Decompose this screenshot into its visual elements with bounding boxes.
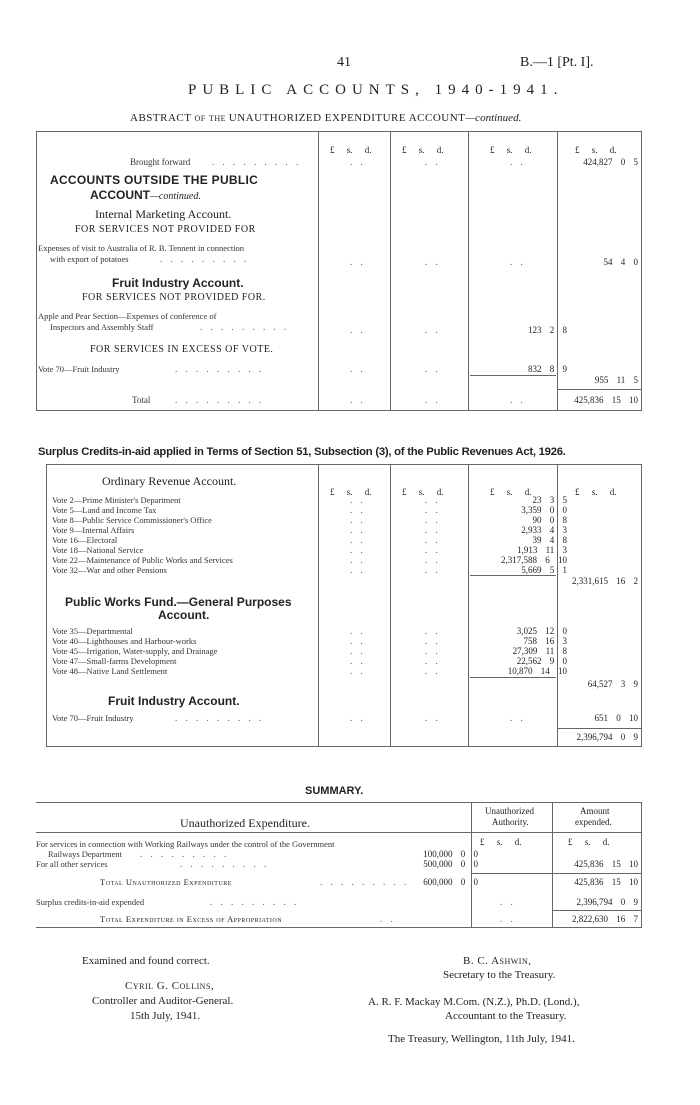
outside-accounts-title2-suffix: —continued. (150, 191, 201, 202)
summary-bottom-rule (36, 927, 642, 928)
abstract-col2-header: £ s. d. (402, 145, 444, 155)
fruit-industry-subtotal: 955 11 5 (594, 375, 638, 385)
abstract-total-dots: . . . . . . . . . (175, 395, 265, 405)
public-works-item-value: 3,025 12 0 (516, 626, 567, 636)
public-works-underline (470, 677, 556, 678)
ordinary-revenue-total: 2,331,615 16 2 (572, 576, 638, 586)
ordinary-revenue-dots: . . (425, 535, 441, 545)
surplus-left-rule (46, 464, 47, 746)
public-works-dots: . . (350, 656, 366, 666)
ordinary-revenue-item-value: 5,669 5 1 (521, 565, 567, 575)
brought-forward-col2-dots: . . (425, 157, 441, 167)
surplus-col1-header: £ s. d. (330, 487, 372, 497)
ordinary-revenue-item-label: Vote 16—Electoral (52, 535, 118, 545)
public-works-item-label: Vote 45—Irrigation, Water-supply, and Drainage (52, 646, 218, 656)
summary-row2-dots: . . . . . . . . . (180, 859, 270, 869)
fruit-industry-item-line2: Inspectors and Assembly Staff (50, 322, 154, 332)
internal-marketing-total: 54 4 0 (603, 257, 638, 267)
page-title: PUBLIC ACCOUNTS, 1940-1941. (188, 82, 564, 98)
fruit-industry-vote-col1-dots: . . (350, 364, 366, 374)
ordinary-revenue-item-value: 39 4 8 (532, 535, 567, 545)
ordinary-revenue-item-value: 1,913 11 3 (517, 545, 567, 555)
public-works-item-label: Vote 35—Departmental (52, 626, 133, 636)
surplus-fruit-industry-col3-dots: . . (510, 713, 526, 723)
ordinary-revenue-item-value: 23 3 5 (532, 495, 567, 505)
public-works-dots: . . (350, 666, 366, 676)
brought-forward-label: Brought forward (130, 157, 191, 167)
summary-col2-rule (552, 802, 553, 927)
fruit-industry-vote-dots: . . . . . . . . . (175, 364, 265, 374)
ordinary-revenue-item-value: 2,933 4 3 (521, 525, 567, 535)
ordinary-revenue-dots: . . (350, 565, 366, 575)
ordinary-revenue-item-label: Vote 32—War and other Pensions (52, 565, 167, 575)
surplus-fruit-industry-col2-dots: . . (425, 713, 441, 723)
brought-forward-col3-dots: . . (510, 157, 526, 167)
surplus-fruit-industry-title: Fruit Industry Account. (108, 694, 240, 708)
surplus-right-rule (641, 464, 642, 746)
surplus-col3-rule (468, 464, 469, 746)
fruit-industry-item-dots: . . . . . . . . . (200, 322, 290, 332)
surplus-col1-rule (318, 464, 319, 746)
abstract-col4-header: £ s. d. (575, 145, 617, 155)
fruit-industry-vote-value: 832 8 9 (528, 364, 567, 374)
brought-forward-total: 424,827 0 5 (583, 157, 638, 167)
abstract-heading-suffix: —continued. (465, 112, 522, 124)
summary-total-excess-col1-dots: . . (500, 914, 516, 924)
internal-marketing-col1-dots: . . (350, 257, 366, 267)
ordinary-revenue-item-label: Vote 2—Prime Minister's Department (52, 495, 181, 505)
secretary-name: B. C. Ashwin, (463, 955, 532, 967)
page-reference: B.—1 [Pt. I]. (520, 55, 594, 70)
public-works-labels (52, 626, 217, 676)
public-works-dots: . . (425, 626, 441, 636)
ordinary-revenue-dots: . . (425, 545, 441, 555)
public-works-values (508, 626, 567, 676)
abstract-col3-header: £ s. d. (490, 145, 532, 155)
ordinary-revenue-values (501, 495, 567, 575)
ordinary-revenue-item-value: 2,317,588 6 10 (501, 555, 567, 565)
summary-row1-dots: . . . . . . . . . (140, 849, 230, 859)
surplus-col2-header: £ s. d. (402, 487, 444, 497)
fruit-industry-item-line1: Apple and Pear Section—Expenses of conference of (38, 311, 217, 321)
summary-subtotal-rule (472, 873, 641, 874)
fruit-industry-subtitle: FOR SERVICES NOT PROVIDED FOR. (82, 292, 266, 303)
internal-marketing-item-line2: with export of potatoes (50, 254, 129, 264)
ordinary-revenue-item-label: Vote 18—National Service (52, 545, 144, 555)
public-works-dots: . . (425, 666, 441, 676)
ordinary-revenue-item-value: 90 0 8 (532, 515, 567, 525)
abstract-heading-prefix: ABSTRACT of the (130, 112, 227, 124)
outside-accounts-title2 (90, 186, 201, 204)
ordinary-revenue-item-value: 3,359 0 0 (521, 505, 567, 515)
public-works-item-label: Vote 40—Lighthouses and Harbour-works (52, 636, 197, 646)
page-number: 41 (337, 55, 351, 70)
fruit-industry-vote-col2-dots: . . (425, 364, 441, 374)
summary-row2-expended: 425,836 15 10 (574, 859, 638, 869)
public-works-item-value: 758 16 3 (523, 636, 567, 646)
public-works-dots: . . (425, 646, 441, 656)
surplus-fruit-industry-col1-dots: . . (350, 713, 366, 723)
internal-marketing-dots: . . . . . . . . . (160, 254, 250, 264)
surplus-grand-total-rule (557, 728, 641, 729)
summary-total-unauth-dots: . . . . . . . . . (320, 877, 410, 887)
summary-total-unauth-expended: 425,836 15 10 (574, 877, 638, 887)
abstract-bottom-rule (36, 410, 642, 411)
fruit-industry-item-col2-dots: . . (425, 325, 441, 335)
abstract-total-col2-dots: . . (425, 395, 441, 405)
abstract-col2-rule (390, 131, 391, 410)
fruit-industry-item-col1-dots: . . (350, 325, 366, 335)
summary-col1-header-line2: Authority. (492, 817, 529, 827)
summary-row2-authority: 500,000 0 0 (423, 859, 478, 869)
public-works-dots: . . (350, 636, 366, 646)
summary-total-excess-value: 2,822,630 16 7 (572, 914, 638, 924)
internal-marketing-col2-dots: . . (425, 257, 441, 267)
summary-total-excess-dots: . . (380, 914, 396, 924)
ordinary-revenue-item-label: Vote 22—Maintenance of Public Works and Services (52, 555, 233, 565)
public-works-dots: . . (425, 656, 441, 666)
public-works-total: 64,527 3 9 (587, 679, 638, 689)
ordinary-revenue-item-label: Vote 5—Land and Income Tax (52, 505, 157, 515)
ordinary-revenue-dots: . . (425, 565, 441, 575)
abstract-col1-header: £ s. d. (330, 145, 372, 155)
abstract-top-rule (36, 131, 642, 132)
summary-row1-authority: 100,000 0 0 (423, 849, 478, 859)
summary-surplus-label: Surplus credits-in-aid expended (36, 897, 145, 907)
surplus-grand-total: 2,396,794 0 9 (576, 732, 638, 742)
surplus-fruit-industry-item: Vote 70—Fruit Industry (52, 713, 134, 723)
internal-marketing-item-line1: Expenses of visit to Australia of R. B. Tennent in connection (38, 243, 245, 253)
abstract-total-col1-dots: . . (350, 395, 366, 405)
ordinary-revenue-title: Ordinary Revenue Account. (102, 474, 237, 488)
summary-surplus-value: 2,396,794 0 9 (576, 897, 638, 907)
public-works-title: Public Works Fund.—General Purposes (65, 595, 292, 609)
outside-accounts-title: ACCOUNTS OUTSIDE THE PUBLIC (50, 173, 259, 187)
abstract-left-rule (36, 131, 37, 410)
brought-forward-dots: . . . . . . . . . (212, 157, 302, 167)
summary-col1-header-line1: Unauthorized (485, 806, 534, 816)
ordinary-revenue-item-label: Vote 8—Public Service Commissioner's Office (52, 515, 212, 525)
internal-marketing-title: Internal Marketing Account. (95, 207, 232, 221)
surplus-col3-header: £ s. d. (490, 487, 532, 497)
summary-col2-header-line2: expended. (575, 817, 612, 827)
ordinary-revenue-dots: . . (425, 505, 441, 515)
public-works-dots: . . (350, 646, 366, 656)
summary-col2-header-line1: Amount (580, 806, 610, 816)
public-works-item-value: 10,870 14 10 (507, 666, 567, 676)
public-works-title2: Account. (158, 608, 210, 622)
ordinary-revenue-dots: . . (425, 515, 441, 525)
public-works-item-value: 27,309 11 8 (512, 646, 567, 656)
summary-row1-line2: Railways Department (48, 849, 122, 859)
outside-accounts-title2-main: ACCOUNT (90, 188, 150, 202)
ordinary-revenue-dots2 (425, 495, 441, 575)
ordinary-revenue-labels (52, 495, 233, 575)
surplus-col2-rule (390, 464, 391, 746)
surplus-fruit-industry-total: 651 0 10 (594, 713, 638, 723)
fruit-industry-item-value: 123 2 8 (528, 325, 567, 335)
secretary-title: Secretary to the Treasury. (443, 969, 556, 981)
brought-forward-col1-dots: . . (350, 157, 366, 167)
controller-name: Cyril G. Collins, (125, 980, 215, 992)
ordinary-revenue-dots: . . (350, 535, 366, 545)
surplus-col4-header: £ s. d. (575, 487, 617, 497)
abstract-right-rule (641, 131, 642, 410)
abstract-col3-rule (468, 131, 469, 410)
ordinary-revenue-underline (470, 575, 556, 576)
controller-date: 15th July, 1941. (130, 1010, 201, 1022)
ordinary-revenue-dots: . . (350, 545, 366, 555)
summary-col2-units: £ s. d. (568, 837, 610, 847)
abstract-total-col3-dots: . . (510, 395, 526, 405)
ordinary-revenue-item-label: Vote 9—Internal Affairs (52, 525, 135, 535)
abstract-heading (130, 112, 521, 124)
fruit-industry-title: Fruit Industry Account. (112, 276, 244, 290)
abstract-heading-main: UNAUTHORIZED EXPENDITURE ACCOUNT (228, 112, 466, 124)
abstract-total-top-rule (557, 389, 641, 390)
summary-total-unauth-authority: 600,000 0 0 (423, 877, 478, 887)
summary-total-excess-label: Total Expenditure in Excess of Appropriation (100, 914, 283, 924)
surplus-heading: Surplus Credits-in-aid applied in Terms of Section 51, Subsection (3), of the Public Revenues Act, 1926. (38, 446, 566, 458)
ordinary-revenue-dots: . . (350, 495, 366, 505)
ordinary-revenue-dots: . . (350, 515, 366, 525)
public-works-dots2 (425, 626, 441, 676)
controller-title: Controller and Auditor-General. (92, 995, 234, 1007)
ordinary-revenue-dots: . . (425, 555, 441, 565)
public-works-item-label: Vote 47—Small-farms Development (52, 656, 177, 666)
public-works-dots: . . (350, 626, 366, 636)
abstract-total-label: Total (132, 395, 151, 405)
surplus-fruit-industry-dots: . . . . . . . . . (175, 713, 265, 723)
fruit-industry-vote-label: Vote 70—Fruit Industry (38, 364, 120, 374)
examined-statement: Examined and found correct. (82, 955, 210, 967)
abstract-total-value: 425,836 15 10 (574, 395, 638, 405)
summary-surplus-col1-dots: . . (500, 897, 516, 907)
public-works-dots: . . (425, 636, 441, 646)
summary-row2-label: For all other services (36, 859, 108, 869)
abstract-col1-rule (318, 131, 319, 410)
summary-table-title: Unauthorized Expenditure. (180, 816, 310, 830)
summary-surplus-dots: . . . . . . . . . (210, 897, 300, 907)
summary-heading: SUMMARY. (305, 785, 364, 797)
fruit-industry-vote-underline (470, 375, 556, 376)
accountant-title: Accountant to the Treasury. (445, 1010, 567, 1022)
internal-marketing-col3-dots: . . (510, 257, 526, 267)
summary-row1-line1: For services in connection with Working Railways under the control of the Government (36, 839, 335, 849)
summary-total-unauth-label: Total Unauthorized Expenditure (100, 877, 232, 887)
summary-right-rule (641, 802, 642, 927)
ordinary-revenue-dots: . . (425, 525, 441, 535)
ordinary-revenue-dots: . . (350, 525, 366, 535)
treasury-date: The Treasury, Wellington, 11th July, 1941. (388, 1033, 575, 1045)
summary-final-rule (552, 910, 641, 911)
ordinary-revenue-dots (350, 495, 366, 575)
accountant-name: A. R. F. Mackay M.Com. (N.Z.), Ph.D. (Lond.), (368, 996, 580, 1008)
internal-marketing-subtitle: FOR SERVICES NOT PROVIDED FOR (75, 224, 256, 235)
summary-col1-units: £ s. d. (480, 837, 522, 847)
public-works-item-value: 22,562 9 0 (516, 656, 567, 666)
ordinary-revenue-dots: . . (425, 495, 441, 505)
summary-header-rule (36, 832, 642, 833)
ordinary-revenue-dots: . . (350, 555, 366, 565)
surplus-top-rule (46, 464, 642, 465)
fruit-industry-excess-subtitle: FOR SERVICES IN EXCESS OF VOTE. (90, 344, 274, 355)
public-works-dots (350, 626, 366, 676)
ordinary-revenue-dots: . . (350, 505, 366, 515)
public-works-item-label: Vote 48—Native Land Settlement (52, 666, 168, 676)
surplus-bottom-rule (46, 746, 642, 747)
